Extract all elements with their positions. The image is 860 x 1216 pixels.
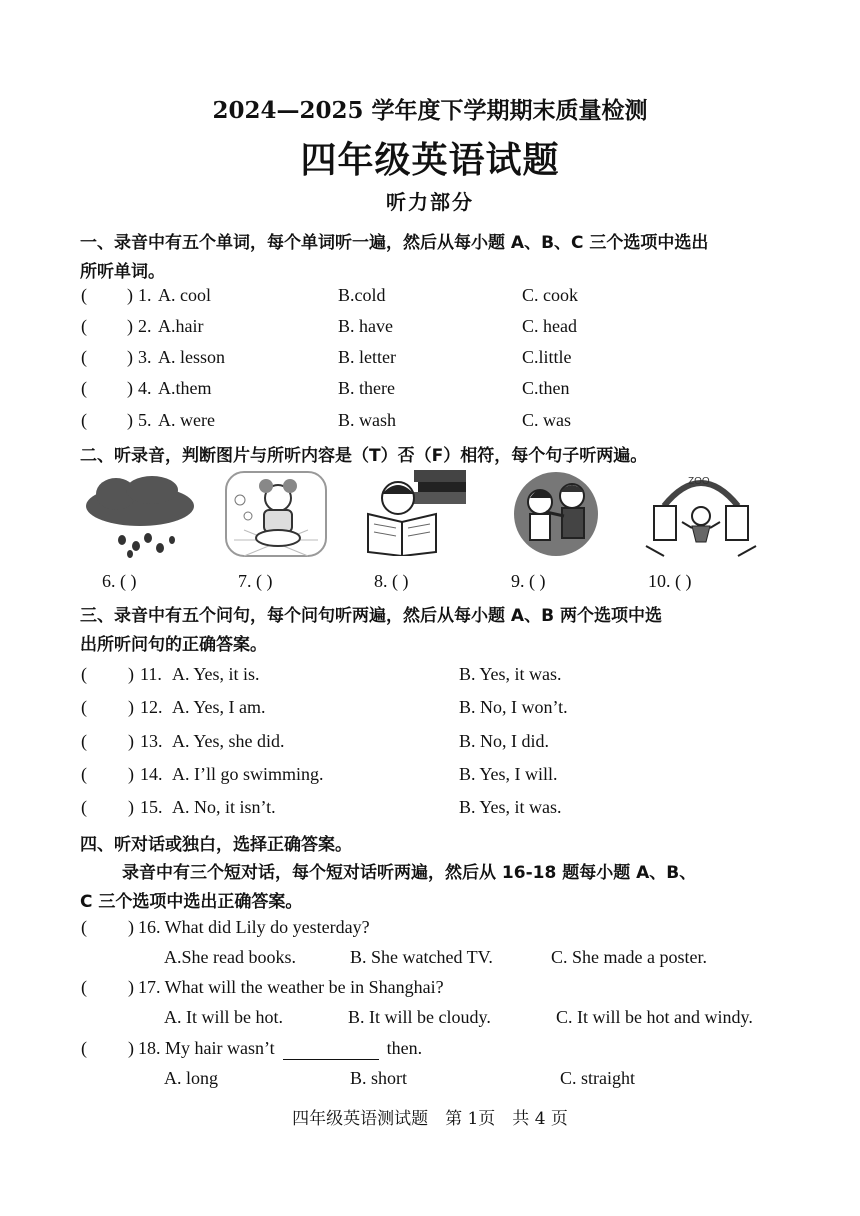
q14-answer-paren-close[interactable]: )	[128, 764, 134, 784]
q3-option-a: A. lesson	[158, 347, 225, 367]
exam-title-term: 2024—2025 学年度下学期期末质量检测	[212, 97, 648, 124]
q15-option-b: B. Yes, it was.	[459, 797, 562, 817]
question-18-option-b: B. short	[350, 1068, 408, 1088]
part2-instruction: 二、听录音，判断图片与所听内容是（T）否（F）相符，每个句子听两遍。	[80, 446, 648, 466]
q2-answer-paren-close[interactable]: )	[127, 316, 133, 336]
child-at-park-icon	[644, 466, 758, 563]
question-16-stem: 16. What did Lily do yesterday?	[138, 917, 370, 937]
q14-answer-paren-open[interactable]: (	[81, 764, 87, 784]
q11-answer-paren-open[interactable]: (	[81, 664, 87, 684]
page-footer: 四年级英语测试题 第 1页 共 4 页	[292, 1109, 568, 1129]
q3-answer-paren-close[interactable]: )	[127, 347, 133, 367]
q4-question-number: 4.	[138, 378, 152, 398]
q4-answer-paren-close[interactable]: )	[127, 378, 133, 398]
part4-instruction: 四、听对话或独白，选择正确答案。	[80, 835, 352, 855]
q13-option-a: A. Yes, she did.	[172, 731, 285, 751]
part4-subinstruction-line2: C 三个选项中选出正确答案。	[80, 892, 303, 912]
q15-answer-paren-open[interactable]: (	[81, 797, 87, 817]
q12-answer-paren-open[interactable]: (	[81, 697, 87, 717]
question-17-stem: 17. What will the weather be in Shanghai?	[138, 977, 444, 997]
picture-answer-8[interactable]: 8. ( )	[374, 571, 409, 591]
svg-text:ZOO: ZOO	[688, 476, 710, 487]
q13-answer-paren-close[interactable]: )	[128, 731, 134, 751]
question-18-option-a: A. long	[164, 1068, 218, 1088]
girl-washing-icon	[224, 470, 328, 563]
q12-option-b: B. No, I won’t.	[459, 697, 568, 717]
q13-answer-paren-open[interactable]: (	[81, 731, 87, 751]
q5-question-number: 5.	[138, 410, 152, 430]
question-16-option-a: A.She read books.	[164, 947, 296, 967]
q2-answer-paren-open[interactable]: (	[81, 316, 87, 336]
question-18-stem-after: then.	[386, 1038, 423, 1058]
q4-option-b: B. there	[338, 378, 395, 398]
picture-answer-6[interactable]: 6. ( )	[102, 571, 137, 591]
q4-option-a: A.them	[158, 378, 212, 398]
q15-answer-paren-close[interactable]: )	[128, 797, 134, 817]
q1-answer-paren-open[interactable]: (	[81, 285, 87, 305]
part4-subinstruction-line1: 录音中有三个短对话，每个短对话听两遍，然后从 16-18 题每小题 A、B、	[122, 863, 697, 883]
q12-question-number: 12.	[140, 697, 163, 717]
two-children-icon	[506, 468, 606, 563]
q1-question-number: 1.	[138, 285, 152, 305]
question-18-option-c: C. straight	[560, 1068, 635, 1088]
q11-question-number: 11.	[140, 664, 162, 684]
answer-paren-open[interactable]: (	[81, 1038, 87, 1058]
picture-answer-7[interactable]: 7. ( )	[238, 571, 273, 591]
question-17-option-a: A. It will be hot.	[164, 1007, 283, 1027]
q3-question-number: 3.	[138, 347, 152, 367]
q3-answer-paren-open[interactable]: (	[81, 347, 87, 367]
q14-option-b: B. Yes, I will.	[459, 764, 558, 784]
answer-paren-close[interactable]: )	[128, 1038, 134, 1058]
q5-answer-paren-open[interactable]: (	[81, 410, 87, 430]
picture-row	[78, 470, 778, 570]
q11-option-a: A. Yes, it is.	[172, 664, 260, 684]
question-17-option-b: B. It will be cloudy.	[348, 1007, 491, 1027]
q14-option-a: A. I’ll go swimming.	[172, 764, 324, 784]
q1-answer-paren-close[interactable]: )	[127, 285, 133, 305]
fill-in-blank[interactable]	[283, 1038, 379, 1060]
question-17-option-c: C. It will be hot and windy.	[556, 1007, 753, 1027]
answer-paren-open[interactable]: (	[81, 977, 87, 997]
boy-reading-icon	[362, 464, 472, 561]
q1-option-c: C. cook	[522, 285, 578, 305]
q15-question-number: 15.	[140, 797, 163, 817]
q5-option-a: A. were	[158, 410, 215, 430]
q15-option-a: A. No, it isn’t.	[172, 797, 276, 817]
q2-option-c: C. head	[522, 316, 577, 336]
question-18-stem	[138, 1038, 422, 1060]
q5-answer-paren-close[interactable]: )	[127, 410, 133, 430]
question-16-option-b: B. She watched TV.	[350, 947, 493, 967]
answer-paren-open[interactable]: (	[81, 917, 87, 937]
q11-option-b: B. Yes, it was.	[459, 664, 562, 684]
part1-instruction-line1: 一、录音中有五个单词，每个单词听一遍，然后从每小题 A、B、C 三个选项中选出	[80, 233, 709, 253]
exam-title-subject: 四年级英语试题	[300, 139, 560, 181]
q1-option-a: A. cool	[158, 285, 211, 305]
q12-option-a: A. Yes, I am.	[172, 697, 266, 717]
q5-option-b: B. wash	[338, 410, 396, 430]
q13-question-number: 13.	[140, 731, 163, 751]
q3-option-c: C.little	[522, 347, 572, 367]
q12-answer-paren-close[interactable]: )	[128, 697, 134, 717]
part1-instruction-line2: 所听单词。	[80, 262, 165, 282]
q3-option-b: B. letter	[338, 347, 396, 367]
q13-option-b: B. No, I did.	[459, 731, 549, 751]
answer-paren-close[interactable]: )	[128, 977, 134, 997]
picture-answer-10[interactable]: 10. ( )	[648, 571, 692, 591]
answer-paren-close[interactable]: )	[128, 917, 134, 937]
q5-option-c: C. was	[522, 410, 571, 430]
part3-instruction-line2: 出所听问句的正确答案。	[80, 635, 267, 655]
q11-answer-paren-close[interactable]: )	[128, 664, 134, 684]
section-heading-listening: 听力部分	[386, 190, 474, 214]
q4-option-c: C.then	[522, 378, 570, 398]
q2-option-b: B. have	[338, 316, 393, 336]
q2-option-a: A.hair	[158, 316, 204, 336]
q2-question-number: 2.	[138, 316, 152, 336]
q1-option-b: B.cold	[338, 285, 386, 305]
q14-question-number: 14.	[140, 764, 163, 784]
rain-cloud-icon	[82, 476, 198, 565]
question-16-option-c: C. She made a poster.	[551, 947, 707, 967]
picture-answer-9[interactable]: 9. ( )	[511, 571, 546, 591]
q4-answer-paren-open[interactable]: (	[81, 378, 87, 398]
part3-instruction-line1: 三、录音中有五个问句，每个问句听两遍，然后从每小题 A、B 两个选项中选	[80, 606, 662, 626]
question-18-stem-before: 18. My hair wasn’t	[138, 1038, 275, 1058]
